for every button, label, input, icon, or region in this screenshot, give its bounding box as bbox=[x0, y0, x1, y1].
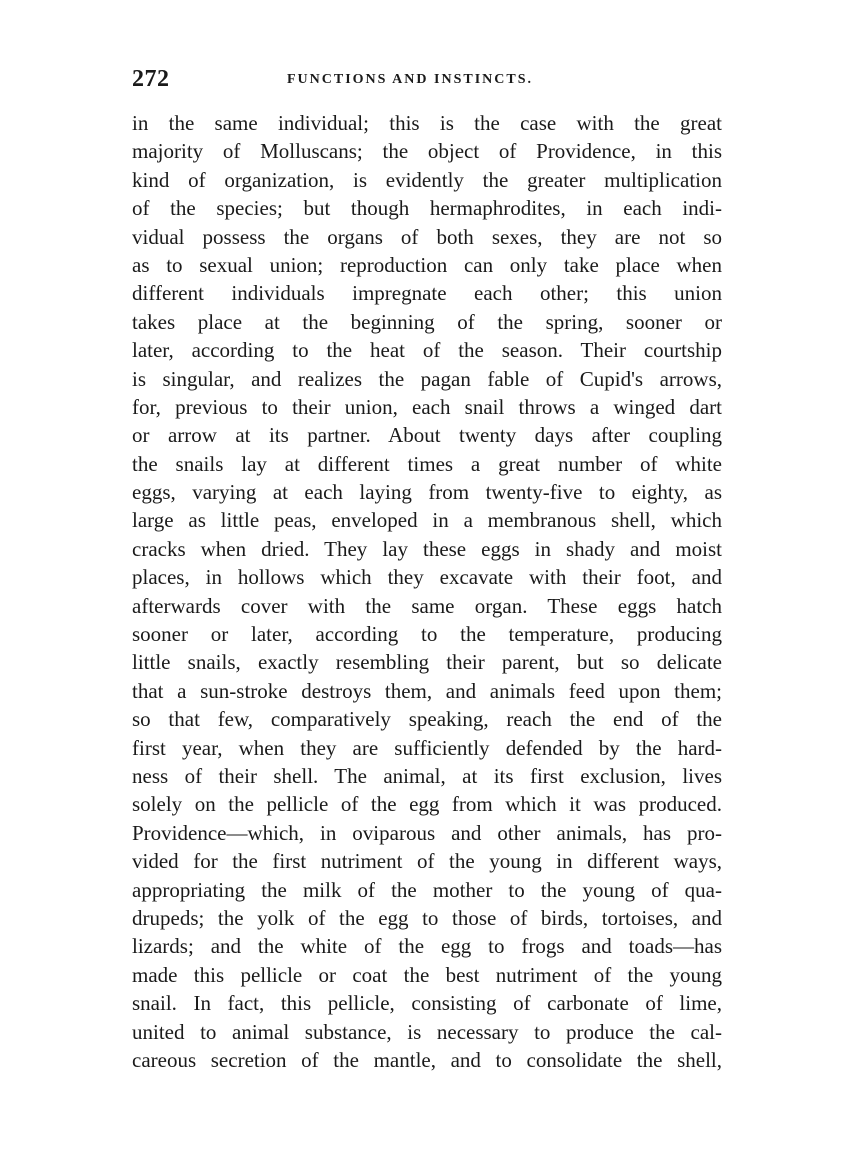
text-line: is singular, and realizes the pagan fable of Cupid's arrows, bbox=[132, 366, 722, 391]
text-line: eggs, varying at each laying from twenty-five to eighty, as bbox=[132, 480, 722, 505]
text-line: takes place at the beginning of the spring, sooner or bbox=[132, 309, 722, 334]
text-line: different individuals impregnate each other; this union bbox=[132, 281, 722, 306]
text-line: places, in hollows which they excavate with their foot, and bbox=[132, 565, 722, 590]
text-line: the snails lay at different times a great number of white bbox=[132, 451, 722, 476]
text-line: later, according to the heat of the season. Their courtship bbox=[132, 338, 722, 363]
text-line: as to sexual union; reproduction can only take place when bbox=[132, 252, 722, 277]
text-line: vidual possess the organs of both sexes, they are not so bbox=[132, 224, 722, 249]
text-line: ness of their shell. The animal, at its first exclusion, lives bbox=[132, 763, 722, 788]
text-line: that a sun-stroke destroys them, and animals feed upon them; bbox=[132, 678, 722, 703]
text-line: made this pellicle or coat the best nutriment of the young bbox=[132, 962, 722, 987]
text-line: drupeds; the yolk of the egg to those of birds, tortoises, and bbox=[132, 905, 722, 930]
text-line: vided for the first nutriment of the young in different ways, bbox=[132, 849, 722, 874]
text-line: majority of Molluscans; the object of Providence, in this bbox=[132, 139, 722, 164]
text-line: little snails, exactly resembling their parent, but so delicate bbox=[132, 650, 722, 675]
text-line: appropriating the milk of the mother to the young of qua- bbox=[132, 877, 722, 902]
text-line: of the species; but though hermaphrodites, in each indi- bbox=[132, 196, 722, 221]
text-line: lizards; and the white of the egg to frogs and toads—has bbox=[132, 934, 722, 959]
body-text bbox=[132, 109, 722, 1074]
running-head bbox=[132, 64, 722, 94]
text-line: in the same individual; this is the case with the great bbox=[132, 111, 722, 135]
text-line: first year, when they are sufficiently defended by the hard- bbox=[132, 735, 722, 760]
page-number: 272 bbox=[132, 66, 170, 92]
text-line: or arrow at its partner. About twenty days after coupling bbox=[132, 423, 722, 448]
text-line: cracks when dried. They lay these eggs in shady and moist bbox=[132, 536, 722, 561]
text-line: so that few, comparatively speaking, reach the end of the bbox=[132, 707, 722, 732]
text-line: afterwards cover with the same organ. These eggs hatch bbox=[132, 593, 722, 618]
text-line: for, previous to their union, each snail throws a winged dart bbox=[132, 394, 722, 419]
text-line: Providence—which, in oviparous and other animals, has pro- bbox=[132, 820, 722, 845]
text-line: sooner or later, according to the temperature, producing bbox=[132, 622, 722, 647]
text-line: careous secretion of the mantle, and to consolidate the shell, bbox=[132, 1047, 722, 1072]
text-line: snail. In fact, this pellicle, consisting of carbonate of lime, bbox=[132, 991, 722, 1016]
text-line: kind of organization, is evidently the greater multiplication bbox=[132, 167, 722, 192]
text-line: large as little peas, enveloped in a membranous shell, which bbox=[132, 508, 722, 533]
text-line: united to animal substance, is necessary to produce the cal- bbox=[132, 1019, 722, 1044]
text-line: solely on the pellicle of the egg from which it was produced. bbox=[132, 792, 722, 817]
running-title: FUNCTIONS AND INSTINCTS. bbox=[287, 72, 533, 87]
